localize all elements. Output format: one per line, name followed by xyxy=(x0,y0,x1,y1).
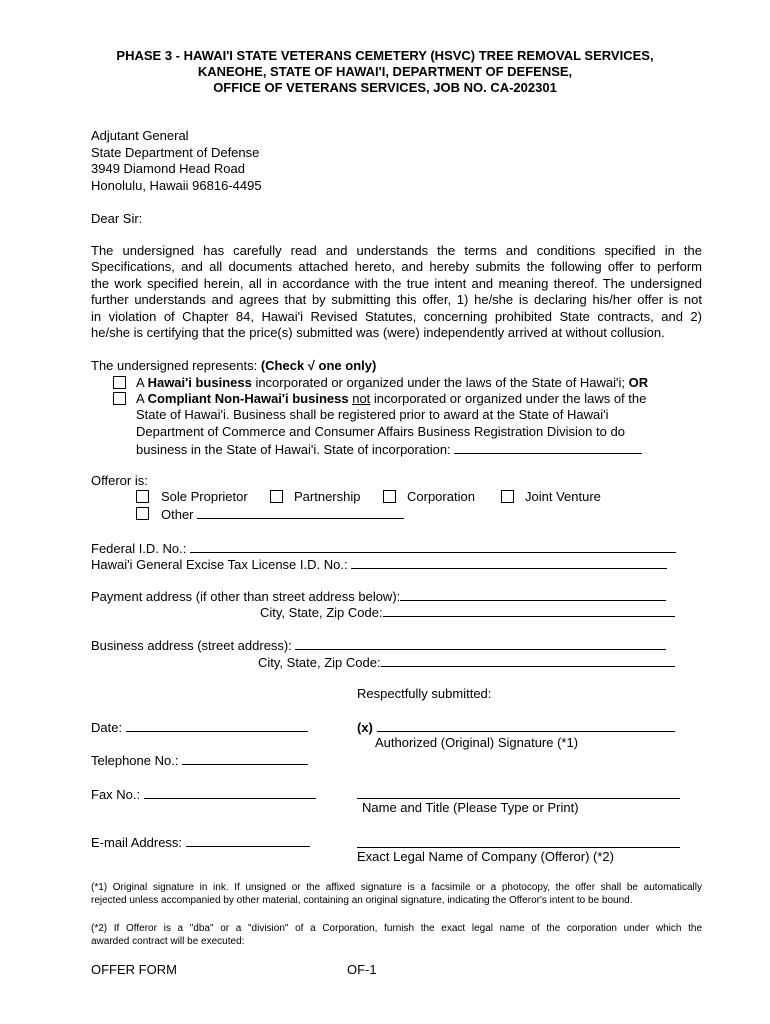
federal-id-field[interactable] xyxy=(190,539,676,553)
company-name-field[interactable] xyxy=(357,834,680,848)
hawaii-business-option: A Hawai'i business incorporated or organized under the laws of the State of Hawai'i; OR xyxy=(136,375,649,390)
state-of-incorporation-field[interactable] xyxy=(454,440,642,454)
respectfully-submitted: Respectfully submitted: xyxy=(357,686,492,701)
email-label: E-mail Address: xyxy=(91,833,310,852)
intro-line-4: further understands and agrees that by submitting this offer, 1) he/she is declaring his/her offer is not xyxy=(91,292,702,307)
footnote-2-line-2: awarded contract will be executed: xyxy=(91,936,245,947)
intro-line-2: Specifications, and all documents attached hereto, and hereby submits the following offer to perform xyxy=(91,259,702,274)
excise-license-field[interactable] xyxy=(351,555,667,569)
corporation-checkbox[interactable] xyxy=(383,490,396,503)
company-name-caption: Exact Legal Name of Company (Offeror) (*2) xyxy=(357,849,614,864)
payment-address-field[interactable] xyxy=(400,587,666,601)
business-address-field[interactable] xyxy=(295,636,666,650)
address-line-2: State Department of Defense xyxy=(91,145,260,160)
joint-venture-label: Joint Venture xyxy=(525,489,601,504)
business-city-label: City, State, Zip Code: xyxy=(258,653,675,672)
non-hawaii-business-checkbox[interactable] xyxy=(113,392,126,405)
other-field[interactable] xyxy=(197,505,404,519)
excise-license-label: Hawai'i General Excise Tax License I.D. No.: xyxy=(91,555,667,574)
represents-label: The undersigned represents: (Check √ one only) xyxy=(91,358,377,373)
hawaii-business-checkbox[interactable] xyxy=(113,376,126,389)
sole-proprietor-label: Sole Proprietor xyxy=(161,489,248,504)
federal-id-label: Federal I.D. No.: xyxy=(91,539,676,558)
partnership-checkbox[interactable] xyxy=(270,490,283,503)
title-line-3: OFFICE OF VETERANS SERVICES, JOB NO. CA-202301 xyxy=(213,80,557,95)
title-line-2: KANEOHE, STATE OF HAWAI'I, DEPARTMENT OF DEFENSE, xyxy=(197,64,573,79)
payment-city-field[interactable] xyxy=(383,603,675,617)
partnership-label: Partnership xyxy=(294,489,361,504)
offeror-label: Offeror is: xyxy=(91,473,148,488)
intro-line-5: in violation of Chapter 84, Hawai'i Revised Statutes, concerning prohibited State contracts, and 2) xyxy=(91,309,702,324)
title-line-1: PHASE 3 - HAWAI'I STATE VETERANS CEMETERY (HSVC) TREE REMOVAL SERVICES, xyxy=(116,48,654,63)
other-label: Other xyxy=(161,505,404,524)
signature-field[interactable] xyxy=(377,718,675,732)
footer-form-name: OFFER FORM xyxy=(91,962,177,977)
footer-page-number: OF-1 xyxy=(347,962,377,977)
address-line-4: Honolulu, Hawaii 96816-4495 xyxy=(91,178,262,193)
intro-line-6: he/she is certifying that the price(s) submitted was (were) independently arrived at without collusion. xyxy=(91,325,665,340)
payment-address-label: Payment address (if other than street address below): xyxy=(91,587,666,606)
joint-venture-checkbox[interactable] xyxy=(501,490,514,503)
date-label: Date: xyxy=(91,718,308,737)
intro-line-1: The undersigned has carefully read and understands the terms and conditions specified in the xyxy=(91,243,702,258)
address-line-3: 3949 Diamond Head Road xyxy=(91,161,245,176)
intro-line-3: the work specified herein, all in accordance with the true intent and meaning thereof. The undersigned xyxy=(91,276,702,291)
telephone-field[interactable] xyxy=(182,751,308,765)
signature-line: (x) xyxy=(357,718,675,737)
business-city-field[interactable] xyxy=(381,653,675,667)
footnote-2-line-1: (*2) If Offeror is a "dba" or a "division" of a Corporation, furnish the exact legal name of the corporation under which the xyxy=(91,923,702,934)
footnote-1-line-2: rejected unless accompanied by other material, containing an original signature, indicating the Offeror's intent to be bound. xyxy=(91,895,633,906)
corporation-label: Corporation xyxy=(407,489,475,504)
name-title-caption: Name and Title (Please Type or Print) xyxy=(362,800,579,815)
salutation: Dear Sir: xyxy=(91,211,143,226)
payment-city-label: City, State, Zip Code: xyxy=(260,603,675,622)
fax-field[interactable] xyxy=(144,785,316,799)
signature-caption: Authorized (Original) Signature (*1) xyxy=(375,735,579,750)
state-of-incorporation-label: business in the State of Hawai'i. State of incorporation: xyxy=(136,440,642,459)
non-hawaii-option-line-3: Department of Commerce and Consumer Affairs Business Registration Division to do xyxy=(136,424,625,439)
date-field[interactable] xyxy=(126,718,308,732)
other-checkbox[interactable] xyxy=(136,507,149,520)
footnote-1-line-1: (*1) Original signature in ink. If unsigned or the affixed signature is a facsimile or a photocopy, the offer shall be automatically xyxy=(91,882,702,893)
fax-label: Fax No.: xyxy=(91,785,316,804)
telephone-label: Telephone No.: xyxy=(91,751,308,770)
email-field[interactable] xyxy=(186,833,310,847)
non-hawaii-business-option: A Compliant Non-Hawai'i business not incorporated or organized under the laws of the xyxy=(136,391,647,406)
business-address-label: Business address (street address): xyxy=(91,636,666,655)
address-line-1: Adjutant General xyxy=(91,128,189,143)
non-hawaii-option-line-2: State of Hawai'i. Business shall be registered prior to award at the State of Hawai'i xyxy=(136,407,609,422)
name-title-field[interactable] xyxy=(357,785,680,799)
sole-proprietor-checkbox[interactable] xyxy=(136,490,149,503)
